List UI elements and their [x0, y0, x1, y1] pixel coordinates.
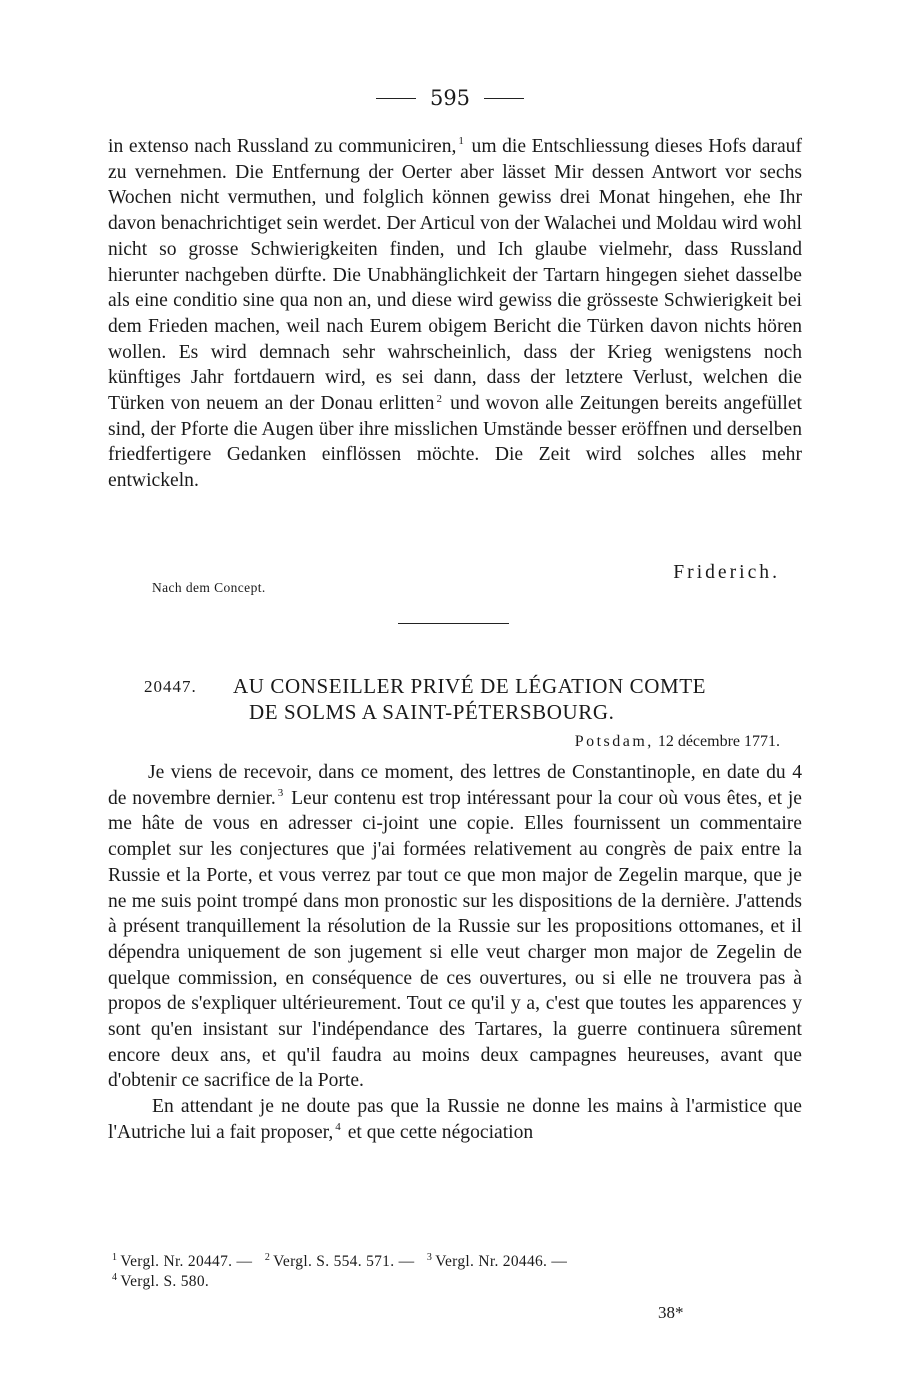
letter-title-line-1: AU CONSEILLER PRIVÉ DE LÉGATION COMTE: [233, 674, 707, 698]
signature: Friderich.: [673, 562, 780, 583]
footnote-text: Vergl. Nr. 20447. —: [120, 1253, 253, 1270]
printer-signature-mark: 38*: [658, 1303, 684, 1322]
body-text: um die Entschliessung dieses Hofs darauf zu vernehmen. Die Entfernung der Oerter aber lässet Mir dessen Antwort vor sechs Wochen nicht vermuthen, und folglich können gewiss drei Monat hingehen, ehe Ihr davon benachrichtiget sein werdet. Der Articul von der Walachei und Moldau wird wohl nicht so grosse Schwierigkeiten finden, und Ich glaube vielmehr, dass Russland hierunter nachgeben dürfte. Die Unabhänglichkeit der Tartarn hingegen siehet dasselbe als eine conditio sine qua non an, und diese wird gewiss die grösseste Schwierigkeit bei dem Frieden machen, weil nach Eurem obigem Bericht die Türken davon nichts hören wollen. Es wird demnach sehr wahrscheinlich, dass der Krieg wenigstens noch künftiges Jahr fortdauern wird, es sei dann, dass der letztere Verlust, welchen die Türken von neuem an der Donau erlitten: [108, 136, 802, 415]
section-separator: [398, 623, 509, 624]
body-text: Je viens de recevoir, dans ce moment, des lettres de Constantinople, en date du 4 de novembre dernier.: [108, 762, 802, 809]
footnote-text: Vergl. Nr. 20446. —: [435, 1253, 568, 1270]
letter-number: 20447.: [144, 677, 197, 696]
footnote-text: Vergl. S. 554. 571. —: [273, 1253, 415, 1270]
footnote-number: 1: [112, 1251, 118, 1263]
body-text: et que cette négociation: [347, 1121, 534, 1143]
body-text: in extenso nach Russland zu communiciren,: [108, 136, 457, 157]
footnote-ref: 4: [335, 1121, 341, 1134]
body-text: Leur contenu est trop intéressant pour la cour où vous êtes, et je me hâte de vous en adresser ci-joint une copie. Elles fournissent un commentaire complet sur les conjectures que j'ai formées relativement au congrès de paix entre la Russie et la Porte, et vous verrez par tout ce que mon major de Zegelin marque, que je ne me suis point trompé dans mon pronostic sur les dispositions de la dernière. J'attends à présent tranquillement la résolution de la Russie sur les propositions ottomanes, et il dépendra uniquement de son jugement si elle veut charger mon major de Zegelin de quelque commission, en conséquence de ces ouvertures, ou si elle ne trouvera pas à propos de s'expliquer ultérieurement. Tout ce qu'il y a, c'est que toutes les apparences y sont qu'en insistant sur l'indépendance des Tartares, la guerre continuera sûrement encore deux ans, et qu'il faudra au moins deux campagnes heureuses, avant que d'obtenir ce sacrifice de la Porte.: [108, 787, 802, 1092]
footnote-ref: 1: [458, 135, 464, 148]
footnote-ref: 3: [277, 787, 284, 800]
body-text: und wovon alle Zeitungen bereits angefüllet sind, der Pforte die Augen über ihre misslichen Umstände besser eröffnen und derselben friedfertigere Gedanken einflössen möchte. Die Zeit wird solches alles mehr entwickeln.: [108, 393, 802, 492]
footnote-number: 2: [264, 1251, 271, 1263]
body-text: En attendant je ne doute pas que la Russie ne donne les mains à l'armistice que l'Autriche lui a fait proposer,: [108, 1096, 802, 1143]
date-text: 12 décembre 1771.: [657, 733, 780, 750]
footnote-line: [112, 1272, 802, 1292]
source-note: Nach dem Concept.: [152, 580, 266, 595]
page-number: 595: [429, 86, 471, 110]
closing-row: [108, 562, 802, 602]
footnote-number: 3: [426, 1251, 433, 1263]
paragraph: [108, 760, 802, 1094]
letter-dateline: [575, 733, 780, 751]
date-place: Potsdam,: [574, 733, 654, 750]
header-dash-right: [484, 98, 524, 99]
footnote-number: 4: [112, 1271, 118, 1283]
footnote-text: Vergl. S. 580.: [120, 1273, 210, 1290]
footnote-line: [112, 1252, 802, 1272]
footnotes: [112, 1252, 802, 1292]
letter-title-line-2: DE SOLMS A SAINT-PÉTERSBOURG.: [249, 700, 615, 724]
paragraph: [108, 1094, 802, 1145]
footnote-ref: 2: [436, 392, 442, 405]
page-header: [0, 86, 900, 110]
letter-continuation-text: [108, 134, 802, 494]
letter-body: [108, 760, 802, 1146]
header-dash-left: [376, 98, 416, 99]
